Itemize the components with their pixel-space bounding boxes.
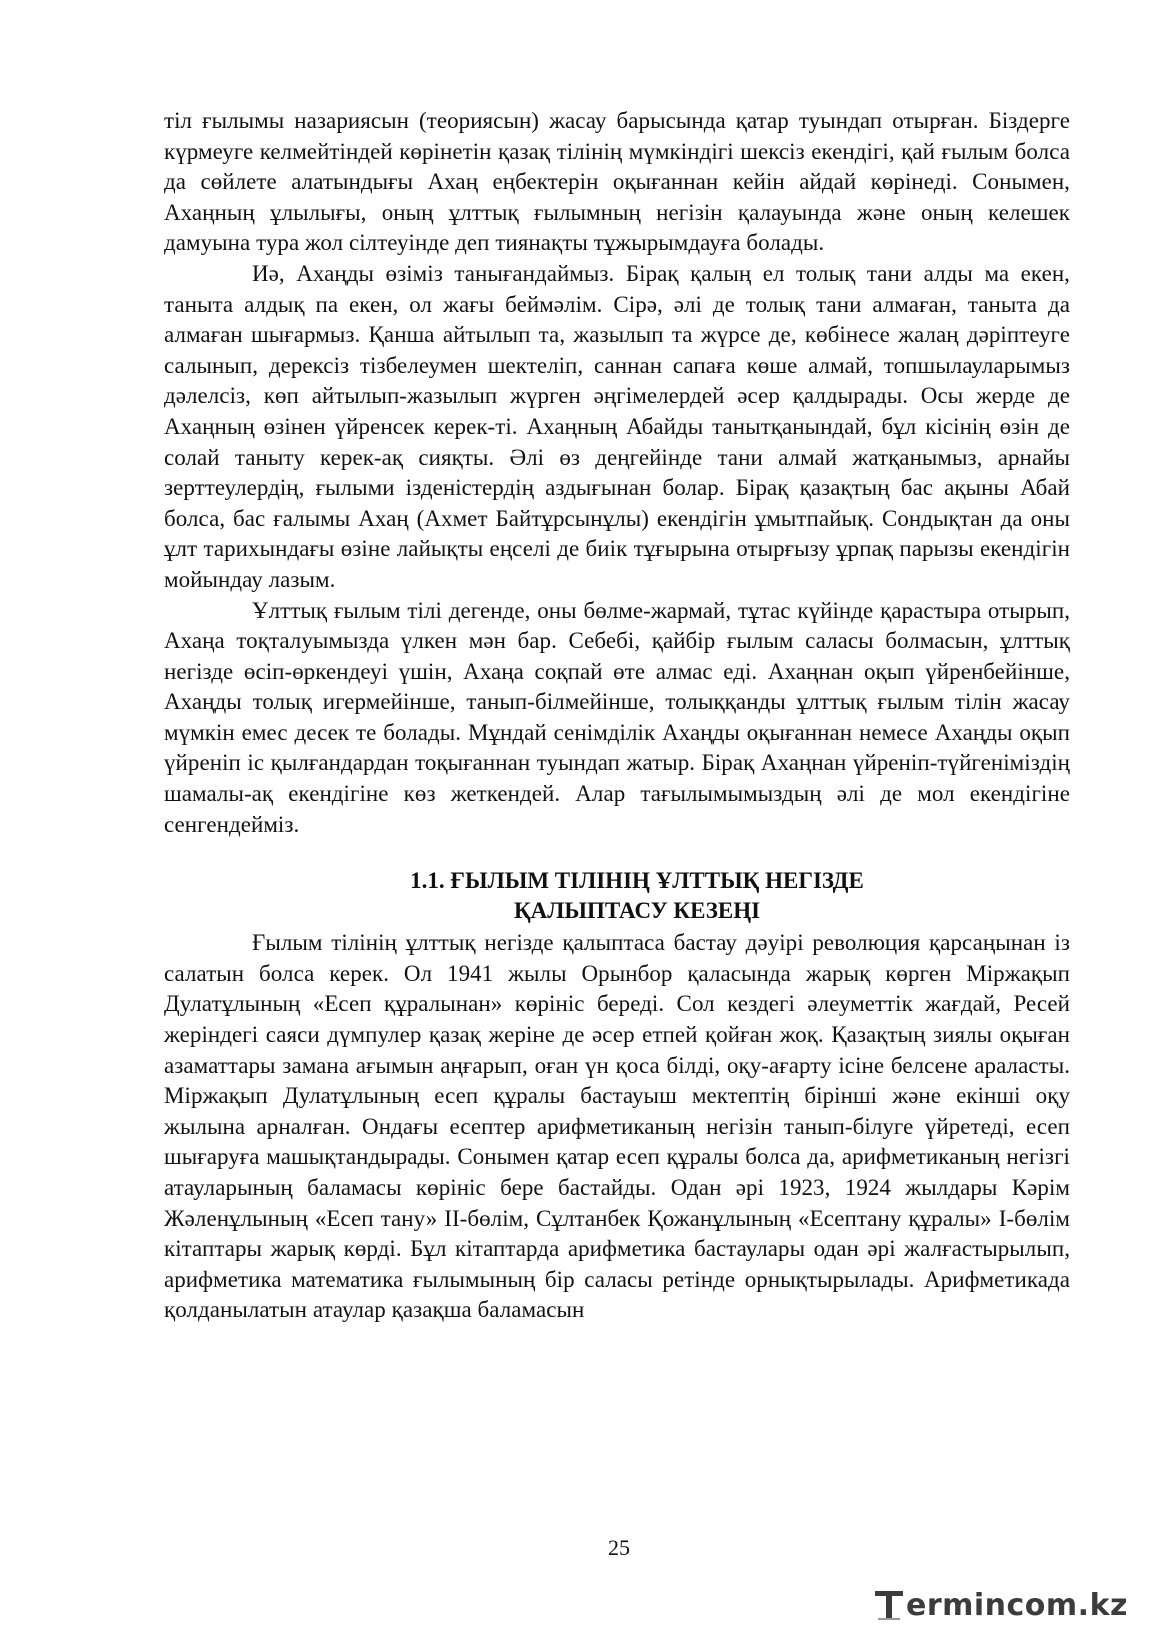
document-page <box>164 106 1070 1326</box>
paragraph-3: Ұлттық ғылым тілі дегенде, оны бөлме-жармай, тұтас күйінде қарастыра отырып, Ахаңа тоқталуымызда үлкен мән бар. Себебі, қайбір ғылым саласы болмасын, ұлттық негізде өсіп-өркендеуі үшін, Ахаңа соқпай өте алмас еді. Ахаңнан оқып үйренбейінше, Ахаңды толық игермейінше, танып-білмейінше, толыққанды ұлттық ғылым тілін жасау мүмкін емес десек те болады. Мұндай сенімділік Ахаңды оқығаннан немесе Ахаңды оқып үйреніп іс қылғандардан тоқығаннан туындап жатыр. Бірақ Ахаңнан үйреніп-түйгеніміздің шамалы-ақ екендігіне көз жеткендей. Алар тағылымымыздың әлі де мол екендігіне сенгендейміз. <box>164 597 1070 837</box>
section-heading <box>164 866 1070 926</box>
paragraph-1: тіл ғылымы назариясын (теориясын) жасау барысында қатар туындап отырған. Біздерге күрмеуге келмейтіндей көрінетін қазақ тілінің мүмкіндігі шексіз екендігі, қай ғылым болса да сөйлете алатындығы Ахаң еңбектерін оқығаннан кейін айдай көрінеді. Сонымен, Ахаңның ұлылығы, оның ұлттық ғылымның негізін қалауында және оның келешек дамуына тура жол сілтеуінде деп тиянақты тұжырымдауға болады. <box>164 108 1070 256</box>
section-heading-line-1: 1.1. ҒЫЛЫМ ТІЛІНІҢ ҰЛТТЫҚ НЕГІЗДЕ <box>410 868 864 894</box>
section-heading-line-2: ҚАЛЫПТАСУ КЕЗЕҢІ <box>513 898 761 924</box>
paragraph-2: Иә, Ахаңды өзіміз танығандаймыз. Бірақ қалың ел толық тани алды ма екен, таныта алдық па екен, ол жағы беймәлім. Сірә, әлі де толық тани алмаған, таныта да алмаған шығармыз. Қанша айтылып та, жазылып та жүрсе де, көбінесе жалаң дәріптеуге салынып, дерексіз тізбелеумен шектеліп, саннан сапаға көше алмай, топшылауларымыз дәлелсіз, көп айтылып-жазылып жүрген әңгімелердей әсер қалдырады. Осы жерде де Ахаңның өзінен үйренсек керек-ті. Ахаңның Абайды танытқанындай, бұл кісінің өзін де солай таныту керек-ақ сияқты. Әлі өз деңгейінде тани алмай жатқанымыз, арнайы зерттеулердің, ғылыми ізденістердің аздығынан болар. Бірақ қазақтың бас ақыны Абай болса, бас ғалымы Ахаң (Ахмет Байтұрсынұлы) екендігін ұмытпайық. Сондықтан да оны ұлт тарихындағы өзіне лайықты еңселі де биік тұғырына отырғызу ұрпақ парызы екендігін мойындау лазым. <box>164 260 1070 592</box>
termincom-logo-icon <box>874 1587 904 1623</box>
section-paragraph-1: Ғылым тілінің ұлттық негізде қалыптаса бастау дәуірі революция қарсаңынан із салатын болса керек. Ол 1941 жылы Орынбор қаласында жарық көрген Міржақып Дулатұлының «Есеп құралынан» көрініс береді. Сол кездегі әлеуметтік жағдай, Ресей жеріндегі саяси дүмпулер қазақ жеріне де әсер етпей қойған жоқ. Қазақтың зиялы оқыған азаматтары замана ағымын аңғарып, оған үн қоса білді, оқу-ағарту ісіне белсене араласты. Міржақып Дулатұлының есеп құралы бастауыш мектептің бірінші және екінші оқу жылына арналған. Ондағы есептер арифметиканың негізін танып-білуге үйретеді, есеп шығаруға машықтандырады. Сонымен қатар есеп құралы болса да, арифметиканың негізгі атауларының баламасы көрініс бере бастайды. Одан әрі 1923, 1924 жылдары Кәрім Жәленұлының «Есеп тану» ІІ-бөлім, Сұлтанбек Қожанұлының «Есептану құралы» І-бөлім кітаптары жарық көрді. Бұл кітаптарда арифметика бастаулары одан әрі жалғастырылып, арифметика математика ғылымының бір саласы ретінде орнықтырылады. Арифметикада қолданылатын атаулар қазақша баламасын <box>164 930 1070 1323</box>
watermark-text: ermincom.kz <box>905 1587 1128 1623</box>
page-number: 25 <box>608 1535 630 1560</box>
watermark <box>874 1585 1128 1625</box>
